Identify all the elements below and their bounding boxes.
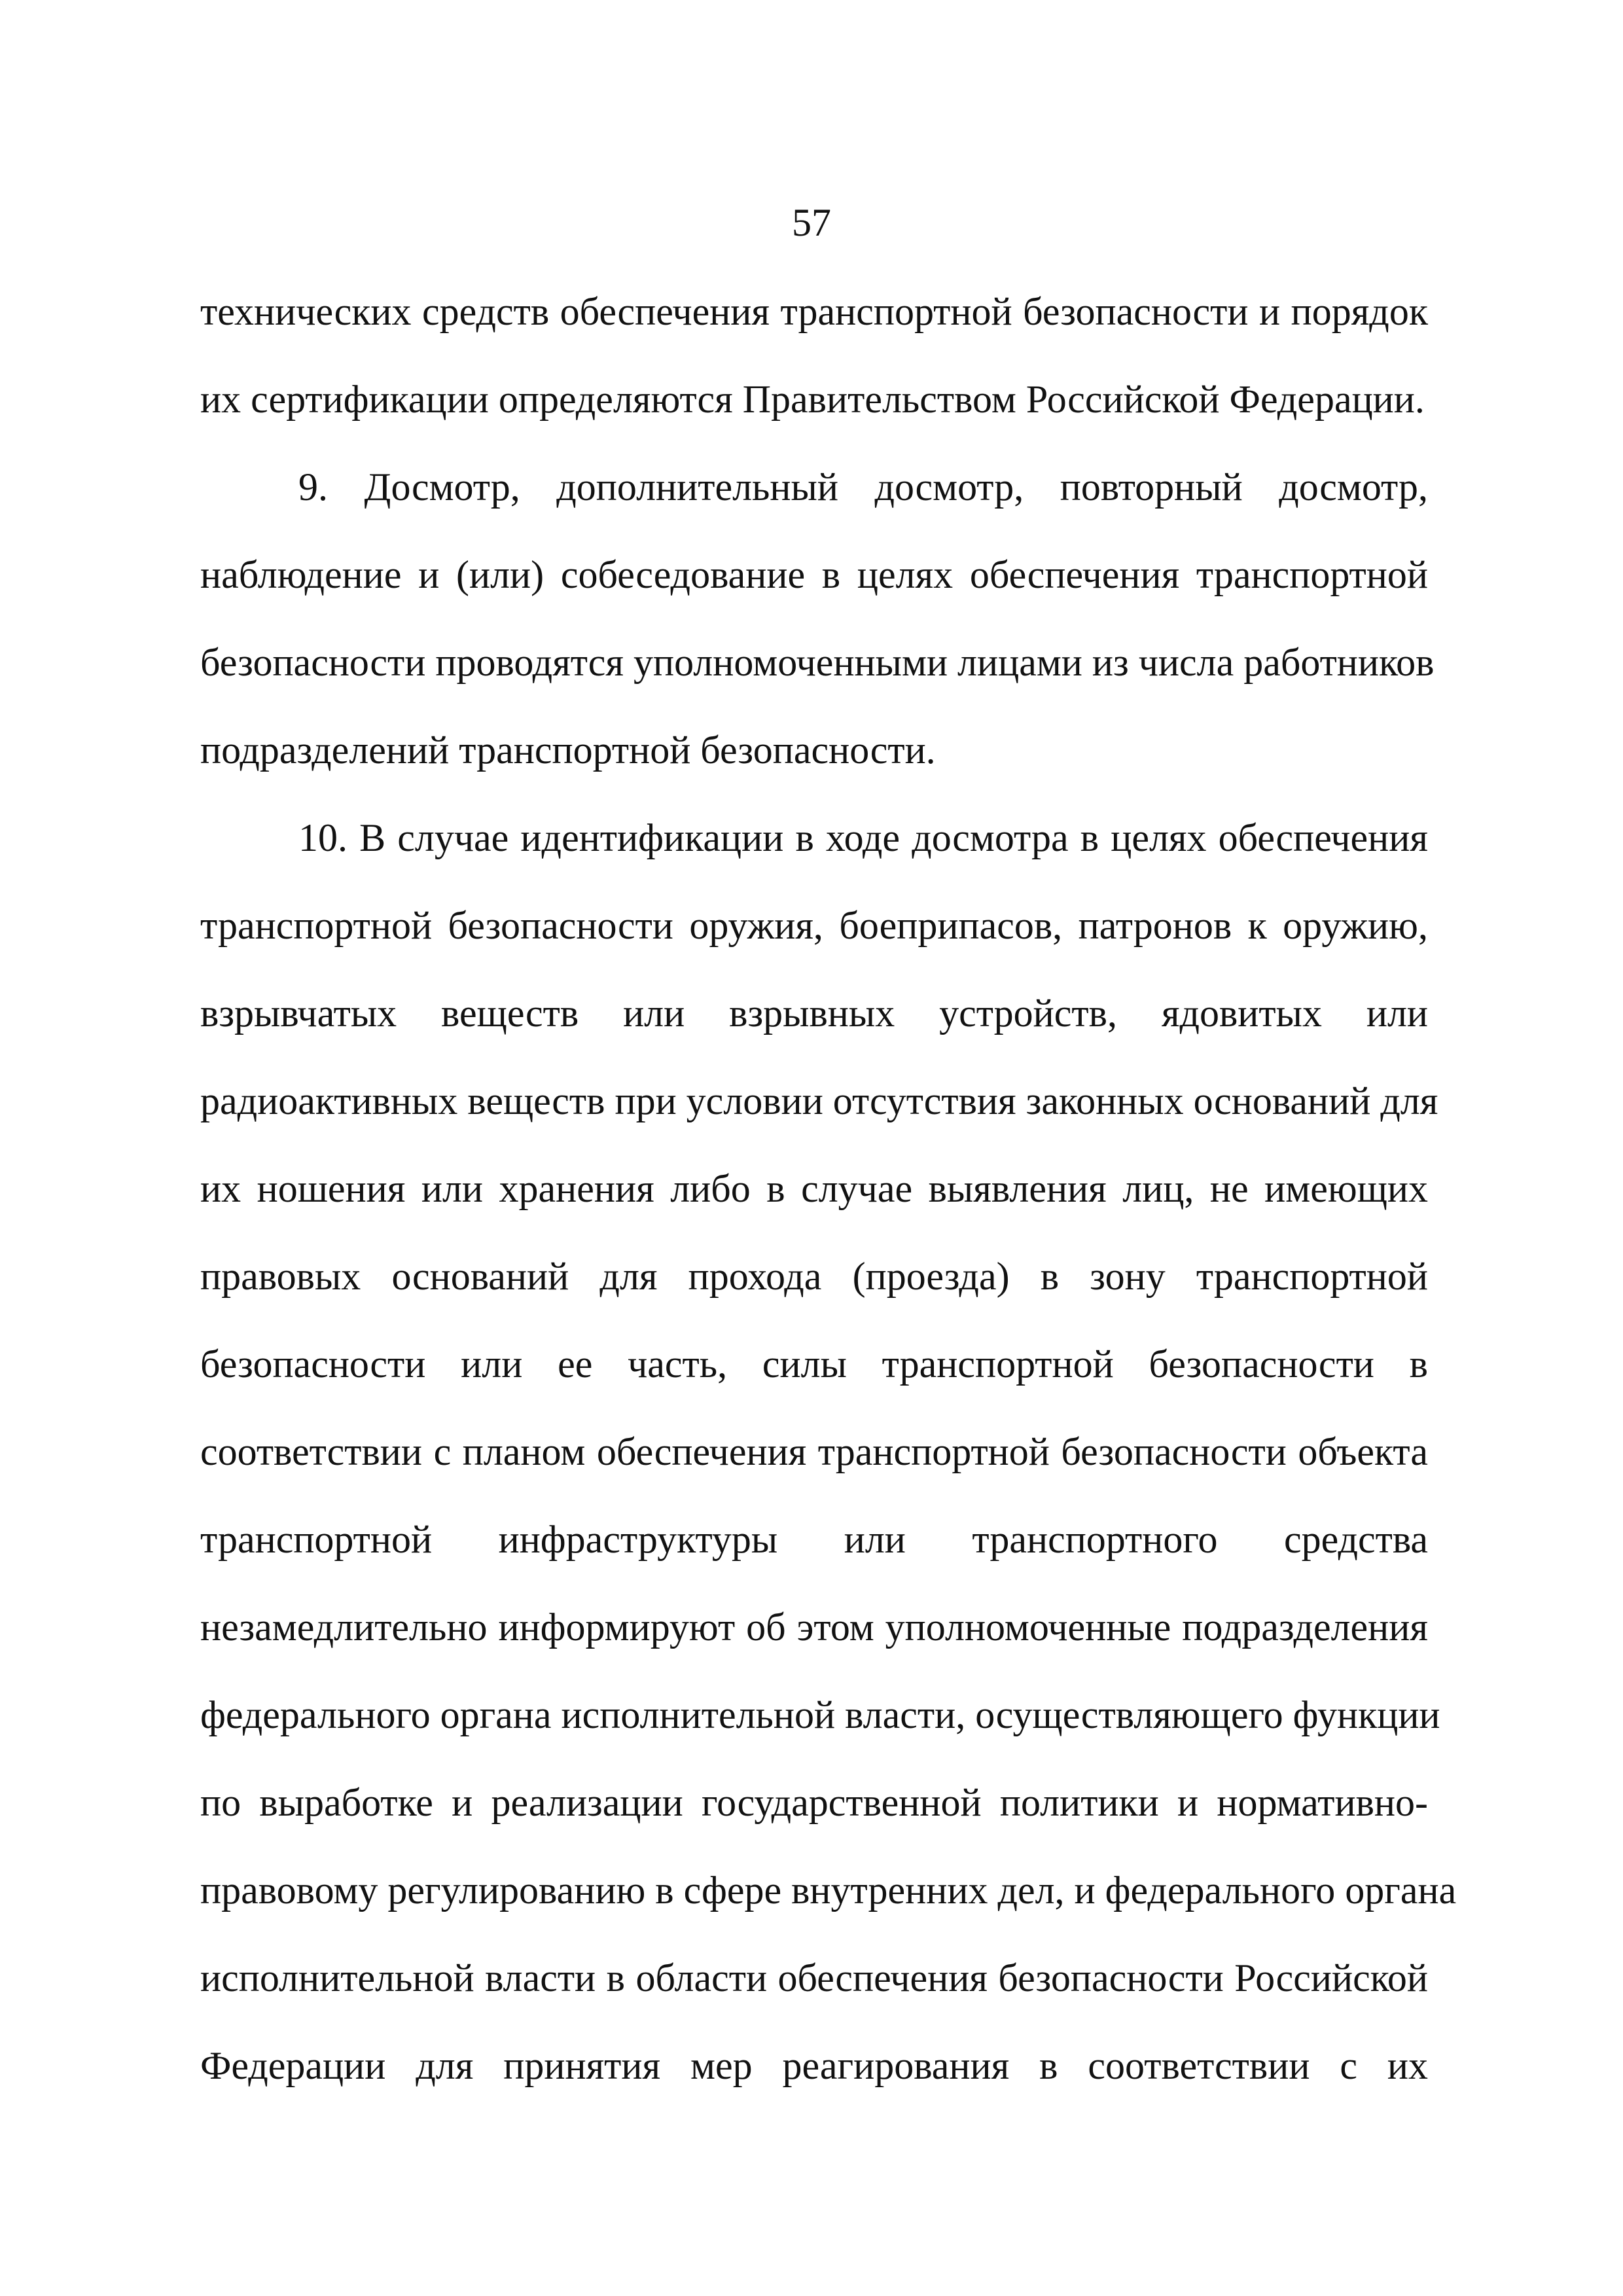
text-line: транспортной безопасности оружия, боеприпасов, патронов к оружию, (200, 904, 1428, 947)
text-line: правовых оснований для прохода (проезда) в зону транспортной (200, 1255, 1428, 1298)
text-line: подразделений транспортной безопасности. (200, 728, 936, 772)
text-line: незамедлительно информируют об этом уполномоченные подразделения (200, 1605, 1428, 1649)
text-line: радиоактивных веществ при условии отсутствия законных оснований для (200, 1079, 1438, 1122)
text-line: наблюдение и (или) собеседование в целях обеспечения транспортной (200, 553, 1428, 596)
text-line: транспортной инфраструктуры или транспортного средства (200, 1518, 1428, 1561)
text-line: их ношения или хранения либо в случае выявления лиц, не имеющих (200, 1167, 1428, 1210)
text-line: правовому регулированию в сфере внутренних дел, и федерального органа (200, 1869, 1457, 1912)
text-line: по выработке и реализации государственной политики и нормативно- (200, 1781, 1428, 1824)
text-line: безопасности или ее часть, силы транспортной безопасности в (200, 1342, 1428, 1386)
text-line: исполнительной власти в области обеспечения безопасности Российской (200, 1956, 1428, 2000)
paragraph-9-start: 9. Досмотр, дополнительный досмотр, повторный досмотр, (298, 465, 1428, 509)
text-line: безопасности проводятся уполномоченными лицами из числа работников (200, 641, 1435, 684)
text-line: Федерации для принятия мер реагирования в соответствии с их (200, 2044, 1428, 2087)
paragraph-10-start: 10. В случае идентификации в ходе досмотра в целях обеспечения (298, 816, 1428, 859)
text-line: взрывчатых веществ или взрывных устройств, ядовитых или (200, 992, 1428, 1035)
text-line: федерального органа исполнительной власти, осуществляющего функции (200, 1693, 1440, 1736)
text-line: соответствии с планом обеспечения транспортной безопасности объекта (200, 1430, 1428, 1473)
text-line: их сертификации определяются Правительством Российской Федерации. (200, 378, 1425, 421)
page-number: 57 (792, 201, 831, 244)
text-line: технических средств обеспечения транспортной безопасности и порядок (200, 290, 1428, 333)
